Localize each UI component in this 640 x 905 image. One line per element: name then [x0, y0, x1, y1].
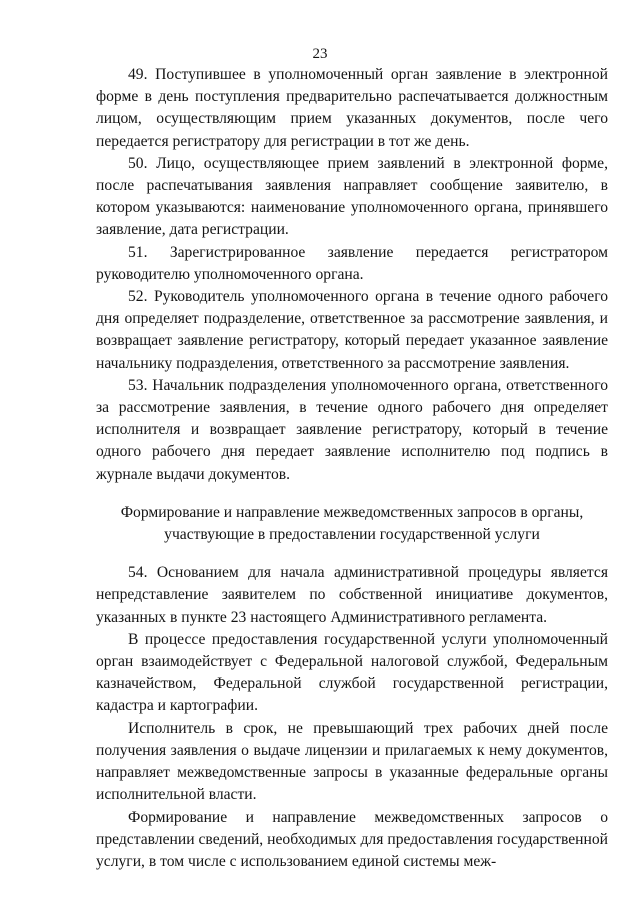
paragraph-50: 50. Лицо, осуществляющее прием заявлений в электронной форме, после распечатывания заявления направляет сообщение заявителю, в котором указываются: наименование уполномоченного органа, принявшего заявление, дата регистрации. [96, 154, 608, 239]
paragraph-54: 54. Основанием для начала административной процедуры является непредставление заявителем по собственной инициативе документов, указанных в пункте 23 настоящего Административного регламента. [96, 564, 608, 626]
paragraph-53: 53. Начальник подразделения уполномоченного органа, ответственного за рассмотрение заявления, в течение одного рабочего дня определяет исполнителя и возвращает заявление регистратору, который в течение одного рабочего дня передает заявление исполнителю под подпись в журнале выдачи документов. [96, 376, 608, 483]
paragraph-49: 49. Поступившее в уполномоченный орган заявление в электронной форме в день поступления предварительно распечатывается должностным лицом, осуществляющим прием указанных документов, после чего передается регистратору для регистрации в тот же день. [96, 66, 608, 150]
section-heading [96, 502, 608, 546]
paragraph-51: 51. Зарегистрированное заявление передается регистратором руководителю уполномоченного органа. [96, 243, 608, 283]
paragraph-52: 52. Руководитель уполномоченного органа в течение одного рабочего дня определяет подразделение, ответственное за рассмотрение заявления, и возвращает заявление регистратору, который передает указанное заявление начальнику подразделения, ответственного за рассмотрение заявления. [96, 288, 608, 372]
section-heading-line-2: участвующие в предоставлении государственной услуги [164, 526, 540, 544]
section-heading-line-1: Формирование и направление межведомственных запросов в органы, [120, 503, 584, 521]
paragraph-interaction: В процессе предоставления государственной услуги уполномоченный орган взаимодействует с Федеральной налоговой службой, Федеральным казначейством, Федеральной службой государственной регистрации, кадастра и картографии. [96, 630, 608, 715]
page-number: 23 [312, 46, 328, 62]
paragraph-executor: Исполнитель в срок, не превышающий трех рабочих дней после получения заявления о выдаче лицензии и прилагаемых к нему документов, направляет межведомственные запросы в указанные федеральные органы исполнительной власти. [96, 719, 608, 804]
paragraph-requests: Формирование и направление межведомственных запросов о представлении сведений, необходимых для предоставления государственной услуги, в том числе с использованием единой системы меж- [96, 808, 608, 870]
page-body [96, 64, 608, 873]
